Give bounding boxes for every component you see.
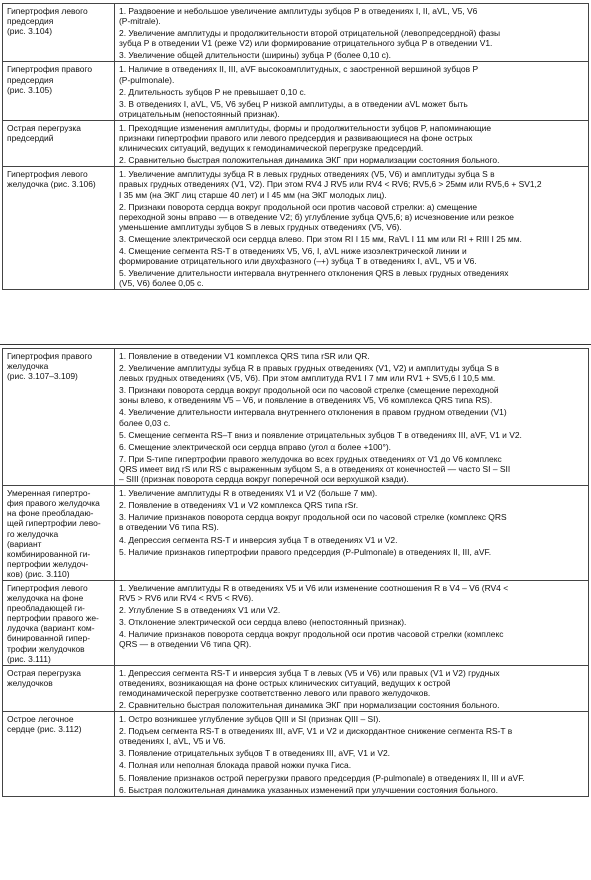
table-row	[3, 4, 589, 62]
condition-label: Гипертрофия левого предсердия (рис. 3.104)	[7, 6, 88, 37]
condition-cell	[3, 167, 115, 290]
features-cell	[115, 486, 589, 581]
table-row	[3, 349, 589, 486]
feature-item: 2. Подъем сегмента RS-T в отведениях III, aVF, V1 и V2 и дискордантное снижение сегмента RS-T в отведениях I, aVL, V5 и V6.	[119, 726, 513, 747]
condition-label: Острая перегрузка желудочков	[7, 667, 81, 688]
feature-item: 3. Признаки поворота сердца вокруг продольной оси по часовой стрелке (смещение переходной зоны влево, к отведениям V5 – V6, и появление в отведениях V5, V6 комплекса QRS типа RS).	[119, 385, 499, 406]
feature-item: 1. Увеличение амплитуды зубца R в левых грудных отведениях (V5, V6) и амплитуды зубца S в правых грудных отведениях (V1, V2). При этом RV4 J RV5 или RV4 < RV6; RV5,6 > 25мм или RV5,6 + SV1,2 I 35 мм (на ЭКГ лиц старше 40 лет) и I 45 мм (на ЭКГ молодых лиц).	[119, 169, 542, 200]
feature-item: 1. Раздвоение и небольшое увеличение амплитуды зубцов P в отведениях I, II, aVL, V5, V6 (P-mitrale).	[119, 6, 478, 27]
feature-item: 2. Признаки поворота сердца вокруг продольной оси против часовой стрелки: а) смещение переходной зоны вправо — в отведение V2; б) углубление зубца QV5,6; в) исчезновение или резкое уменьшение амплитуды зубцов S в левых грудных отведениях (V5, V6).	[119, 201, 514, 232]
table-row	[3, 62, 589, 120]
condition-cell	[3, 4, 115, 62]
feature-item: 2. Сравнительно быстрая положительная динамика ЭКГ при нормализации состояния больного.	[119, 155, 500, 166]
feature-item: 4. Смещение сегмента RS-T в отведениях V5, V6, I, aVL ниже изоэлектрической линии и формирование отрицательного или двухфазного (–+) зубца T в отведениях I, aVL, V5 и V6.	[119, 245, 477, 267]
feature-item: 1. Депрессия сегмента RS-T и инверсия зубца T в левых (V5 и V6) или правых (V1 и V2) грудных отведениях, возникающая на фоне острых клинических ситуаций, ведущих к острой гемодинамической перегрузке соответственно левого или правого желудочков.	[119, 667, 500, 698]
feature-item: 2. Увеличение амплитуды зубца R в правых грудных отведениях (V1, V2) и амплитуды зубца S в левых грудных отведениях (V5, V6). При этом амплитуда RV1 I 7 мм или RV1 + SV5,6 I 10,5 мм.	[119, 363, 499, 384]
condition-label: Гипертрофия правого желудочка (рис. 3.107–3.109)	[7, 351, 93, 382]
condition-cell	[3, 712, 115, 797]
condition-cell	[3, 62, 115, 120]
features-cell	[115, 167, 589, 290]
criteria-table-1	[2, 3, 589, 290]
feature-item: 3. В отведениях I, aVL, V5, V6 зубец P низкой амплитуды, а в отведении aVL может быть отрицательным (непостоянный признак).	[119, 98, 468, 119]
feature-item: 3. Смещение электрической оси сердца влево. При этом RI I 15 мм, RaVL I 11 мм или RI + RIII I 25 мм.	[119, 233, 522, 244]
condition-label: Острая перегрузка предсердий	[7, 122, 81, 144]
feature-item: 6. Смещение электрической оси сердца вправо (угол α более +100°).	[119, 441, 392, 452]
feature-item: 2. Появление в отведениях V1 и V2 комплекса QRS типа rSr.	[119, 500, 359, 511]
condition-cell	[3, 665, 115, 711]
feature-item: 1. Остро возникшее углубление зубцов QIII и SI (признак QIII – SI).	[119, 714, 381, 725]
features-cell	[115, 62, 589, 120]
condition-label: Острое легочное сердце (рис. 3.112)	[7, 714, 82, 735]
criteria-table-2-body	[3, 349, 589, 797]
feature-item: 3. Увеличение общей длительности (ширины) зубца P (более 0,10 с).	[119, 50, 391, 61]
features-cell	[115, 665, 589, 711]
table-row	[3, 665, 589, 711]
table-row	[3, 486, 589, 581]
feature-item: 1. Появление в отведении V1 комплекса QRS типа rSR или QR.	[119, 351, 370, 361]
feature-item: 1. Наличие в отведениях II, III, aVF высокоамплитудных, с заостренной вершиной зубцов P (P-pulmonale).	[119, 64, 479, 85]
condition-label: Умеренная гипертро- фия правого желудочка на фоне преобладаю- щей гипертрофии лево- го желудочка (вариант комбинированной ги- пертрофии желудоч- ков) (рис. 3.110)	[7, 488, 101, 579]
table-row	[3, 712, 589, 797]
feature-item: 3. Отклонение электрической оси сердца влево (непостоянный признак).	[119, 617, 407, 628]
feature-item: 5. Смещение сегмента RS–T вниз и появление отрицательных зубцов T в отведениях III, aVF, V1 и V2.	[119, 429, 522, 440]
condition-cell	[3, 580, 115, 665]
features-cell	[115, 349, 589, 486]
feature-item: 5. Появление признаков острой перегрузки правого предсердия (P-pulmonale) в отведениях II, III и aVF.	[119, 772, 525, 783]
feature-item: 4. Наличие признаков поворота сердца вокруг продольной оси против часовой стрелки (комплекс QRS — в отведении V6 типа QR).	[119, 629, 504, 650]
feature-item: 2. Сравнительно быстрая положительная динамика ЭКГ при нормализации состояния больного.	[119, 700, 500, 710]
feature-item: 2. Углубление S в отведениях V1 или V2.	[119, 605, 281, 616]
condition-cell	[3, 349, 115, 486]
table-row	[3, 580, 589, 665]
feature-item: 1. Увеличение амплитуды R в отведениях V1 и V2 (больше 7 мм).	[119, 488, 378, 499]
table-row	[3, 120, 589, 166]
feature-item: 2. Увеличение амплитуды и продолжительности второй отрицательной (левопредсердной) фазы зубца P в отведении V1 (реже V2) или формирование отрицательного зубца P в отведении V1.	[119, 28, 501, 49]
features-cell	[115, 120, 589, 166]
feature-item: 3. Наличие признаков поворота сердца вокруг продольной оси по часовой стрелке (комплекс QRS в отведении V6 типа RS).	[119, 512, 507, 533]
section-divider	[0, 344, 591, 345]
feature-item: 3. Появление отрицательных зубцов T в отведениях III, aVF, V1 и V2.	[119, 748, 390, 759]
feature-item: 5. Увеличение длительности интервала внутреннего отклонения QRS в левых грудных отведениях (V5, V6) более 0,05 с.	[119, 268, 509, 289]
features-cell	[115, 580, 589, 665]
feature-item: 1. Увеличение амплитуды R в отведениях V5 и V6 или изменение соотношения R в V4 – V6 (RV4 < RV5 > RV6 или RV4 < RV5 < RV6).	[119, 582, 509, 604]
condition-cell	[3, 120, 115, 166]
features-cell	[115, 712, 589, 797]
feature-item: 4. Депрессия сегмента RS-T и инверсия зубца T в отведениях V1 и V2.	[119, 534, 398, 545]
condition-label: Гипертрофия левого желудочка (рис. 3.106)	[7, 169, 96, 190]
features-cell	[115, 4, 589, 62]
feature-item: 7. При S-типе гипертрофии правого желудочка во всех грудных отведениях от V1 до V6 комплекс QRS имеет вид rS или RS с выраженным зубцом S, а в отведениях от конечностей — часто SI – SII – SIII (признак поворота сердца вокруг поперечной оси верхушкой кзади).	[119, 453, 511, 485]
condition-cell	[3, 486, 115, 581]
criteria-table-1-body	[3, 4, 589, 290]
condition-label: Гипертрофия левого желудочка на фоне преобладающей ги- пертрофии правого же- лудочка (вариант ком- бинированной гипер- трофии желудочков (рис. 3.111)	[7, 582, 99, 664]
feature-item: 6. Быстрая положительная динамика указанных изменений при улучшении состояния больного.	[119, 784, 498, 795]
feature-item: 2. Длительность зубцов P не превышает 0,10 с.	[119, 86, 307, 97]
feature-item: 1. Преходящие изменения амплитуды, формы и продолжительности зубцов P, напоминающие признаки гипертрофии правого или левого предсердия и развивающиеся на фоне острых клинических ситуаций, ведущих к гемодинамической перегрузке предсердий.	[119, 122, 492, 154]
condition-label: Гипертрофия правого предсердия (рис. 3.105)	[7, 64, 93, 95]
feature-item: 5. Наличие признаков гипертрофии правого предсердия (P-Pulmonale) в отведениях II, III, aVF.	[119, 546, 492, 557]
feature-item: 4. Полная или неполная блокада правой ножки пучка Гиса.	[119, 760, 352, 771]
criteria-table-2	[2, 348, 589, 797]
feature-item: 4. Увеличение длительности интервала внутреннего отклонения в правом грудном отведении (V1) более 0,03 с.	[119, 407, 507, 428]
table-row	[3, 167, 589, 290]
